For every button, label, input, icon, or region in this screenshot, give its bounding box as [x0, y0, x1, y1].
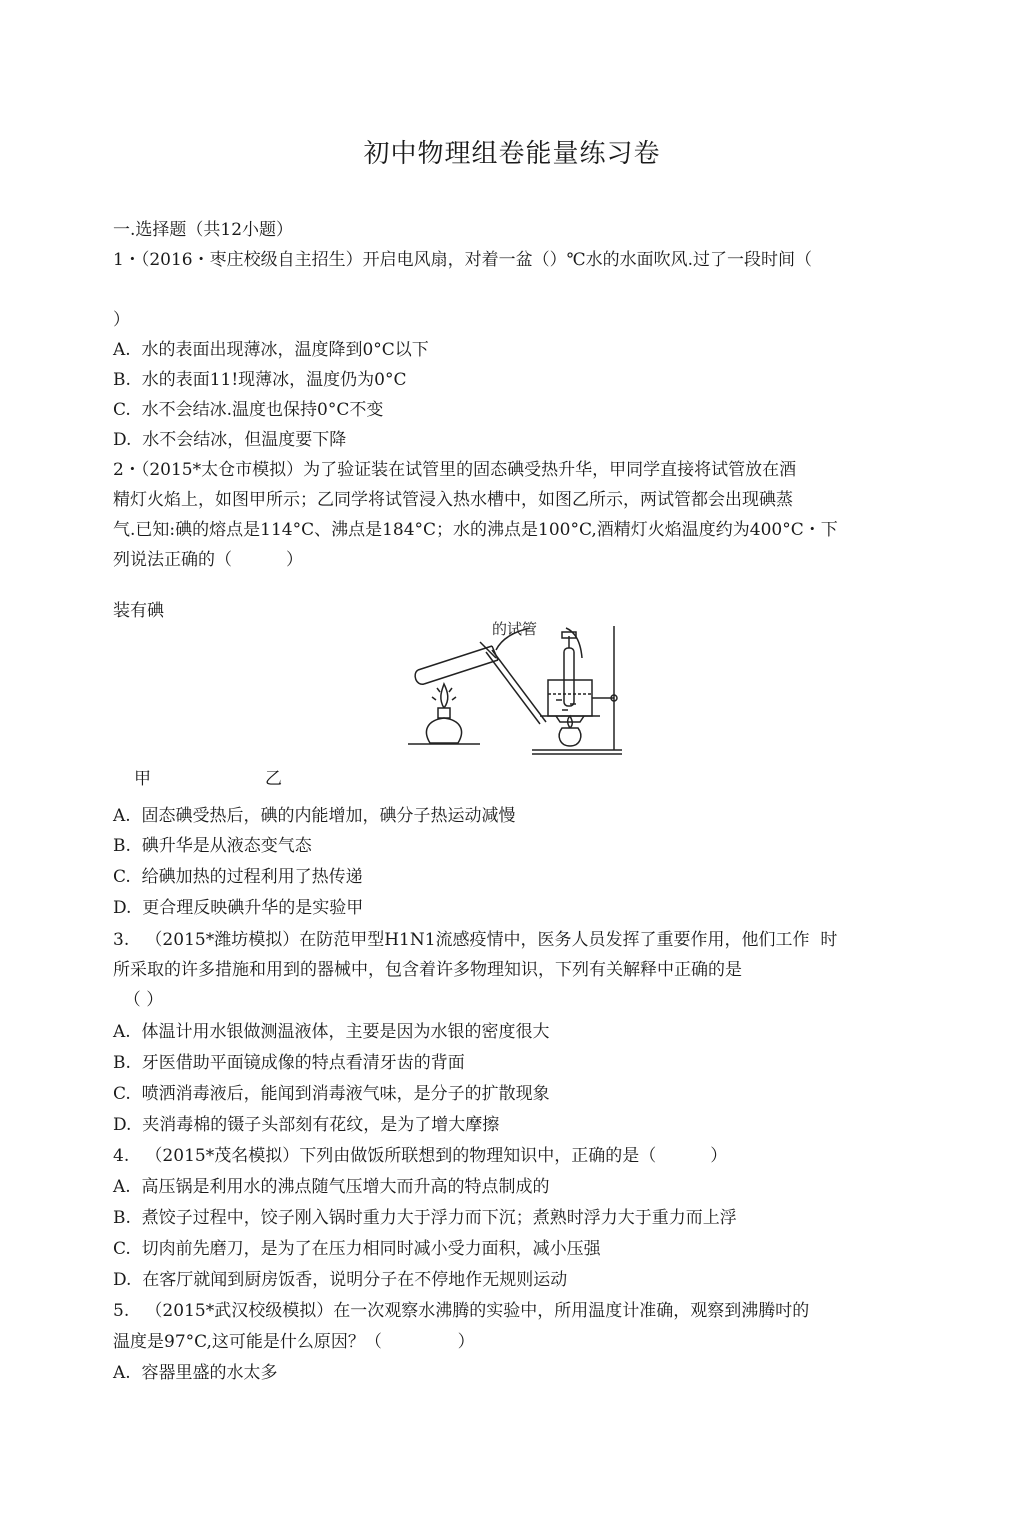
figure-caption-jia: 甲 — [134, 769, 151, 789]
question-3-option-d: D. 夹消毒棉的镊子头部刻有花纹，是为了增大摩擦 — [113, 1115, 500, 1135]
question-5-stem-cont: 温度是97°C,这可能是什么原因？（ ） — [113, 1332, 475, 1352]
question-4-option-d: D. 在客厅就闻到厨房饭香，说明分子在不停地作无规则运动 — [113, 1270, 568, 1290]
alcohol-lamp-left — [408, 684, 480, 744]
question-5-option-a: A. 容器里盛的水太多 — [113, 1363, 278, 1383]
question-4-option-a: A. 高压锅是利用水的沸点随气压增大而升高的特点制成的 — [113, 1177, 550, 1197]
question-2-option-d: D. 更合理反映碘升华的是实验甲 — [113, 898, 364, 918]
question-4-option-b: B. 煮饺子过程中，饺子刚入锅时重力大于浮力而下沉；煮熟时浮力大于重力而上浮 — [113, 1208, 737, 1228]
figure-caption-yi: 乙 — [265, 769, 282, 789]
question-3-option-c: C. 喷洒消毒液后，能闻到消毒液气味，是分子的扩散现象 — [113, 1084, 550, 1104]
question-1-option-c: C. 水不会结冰.温度也保持0°C不变 — [113, 400, 384, 420]
question-2-stem-cont: 气.已知:碘的熔点是114°C、沸点是184°C；水的沸点是100°C,酒精灯火焰温度约为400°C・下 — [113, 520, 838, 540]
question-3-stem-cont: 所采取的许多措施和用到的器械中，包含着许多物理知识，下列有关解释中正确的是 — [113, 960, 742, 980]
question-2-option-b: B. 碘升华是从液态变气态 — [113, 836, 312, 856]
question-1-stem-cont: ） — [113, 310, 130, 330]
question-1-option-b: B. 水的表面11!现薄冰，温度仍为0°C — [113, 370, 407, 390]
question-2-option-c: C. 给碘加热的过程利用了热传递 — [113, 867, 363, 887]
iron-stand — [532, 626, 622, 754]
test-tube-left — [415, 642, 546, 724]
question-2-option-a: A. 固态碘受热后，碘的内能增加，碘分子热运动减慢 — [113, 806, 516, 826]
question-3-option-a: A. 体温计用水银做测温液体，主要是因为水银的密度很大 — [113, 1022, 550, 1042]
question-1-option-d: D. 水不会结冰，但温度要下降 — [113, 430, 347, 450]
question-1-stem: 1・（2016・枣庄校级自主招生）开启电风扇，对着一盆（）℃水的水面吹风.过了一段时间（ — [113, 250, 812, 270]
experiment-figure — [400, 612, 640, 758]
question-3-stem: 3. （2015*潍坊模拟）在防范甲型H1N1流感疫情中，医务人员发挥了重要作用，他们工作 时 — [113, 930, 838, 950]
question-2-stem-cont: 精灯火焰上，如图甲所示；乙同学将试管浸入热水槽中，如图乙所示，两试管都会出现碘蒸 — [113, 490, 793, 510]
question-3-option-b: B. 牙医借助平面镜成像的特点看清牙齿的背面 — [113, 1053, 465, 1073]
water-bath-right — [548, 632, 592, 716]
question-2-stem: 2・（2015*太仓市模拟）为了验证装在试管里的固态碘受热升华，甲同学直接将试管放在酒 — [113, 460, 797, 480]
question-5-stem: 5. （2015*武汉校级模拟）在一次观察水沸腾的实验中，所用温度计准确，观察到沸腾吋的 — [113, 1301, 810, 1321]
tube-label: 的试管 — [492, 620, 538, 638]
burner-right — [540, 716, 600, 746]
question-4-stem: 4. （2015*茂名模拟）下列由做饭所联想到的物理知识中，正确的是（ ） — [113, 1146, 728, 1166]
question-3-stem-cont: （ ） — [113, 990, 164, 1010]
question-2-stem-cont: 列说法正确的（ ） — [113, 550, 304, 570]
page-title: 初中物理组卷能量练习卷 — [363, 139, 661, 169]
question-4-option-c: C. 切肉前先磨刀，是为了在压力相同时减小受力面积，减小压强 — [113, 1239, 601, 1259]
question-1-option-a: A. 水的表面出现薄冰，温度降到0°C以下 — [113, 340, 429, 360]
figure-label: 装有碘 — [113, 601, 164, 621]
section-heading: 一.选择题（共12小题） — [113, 220, 294, 240]
